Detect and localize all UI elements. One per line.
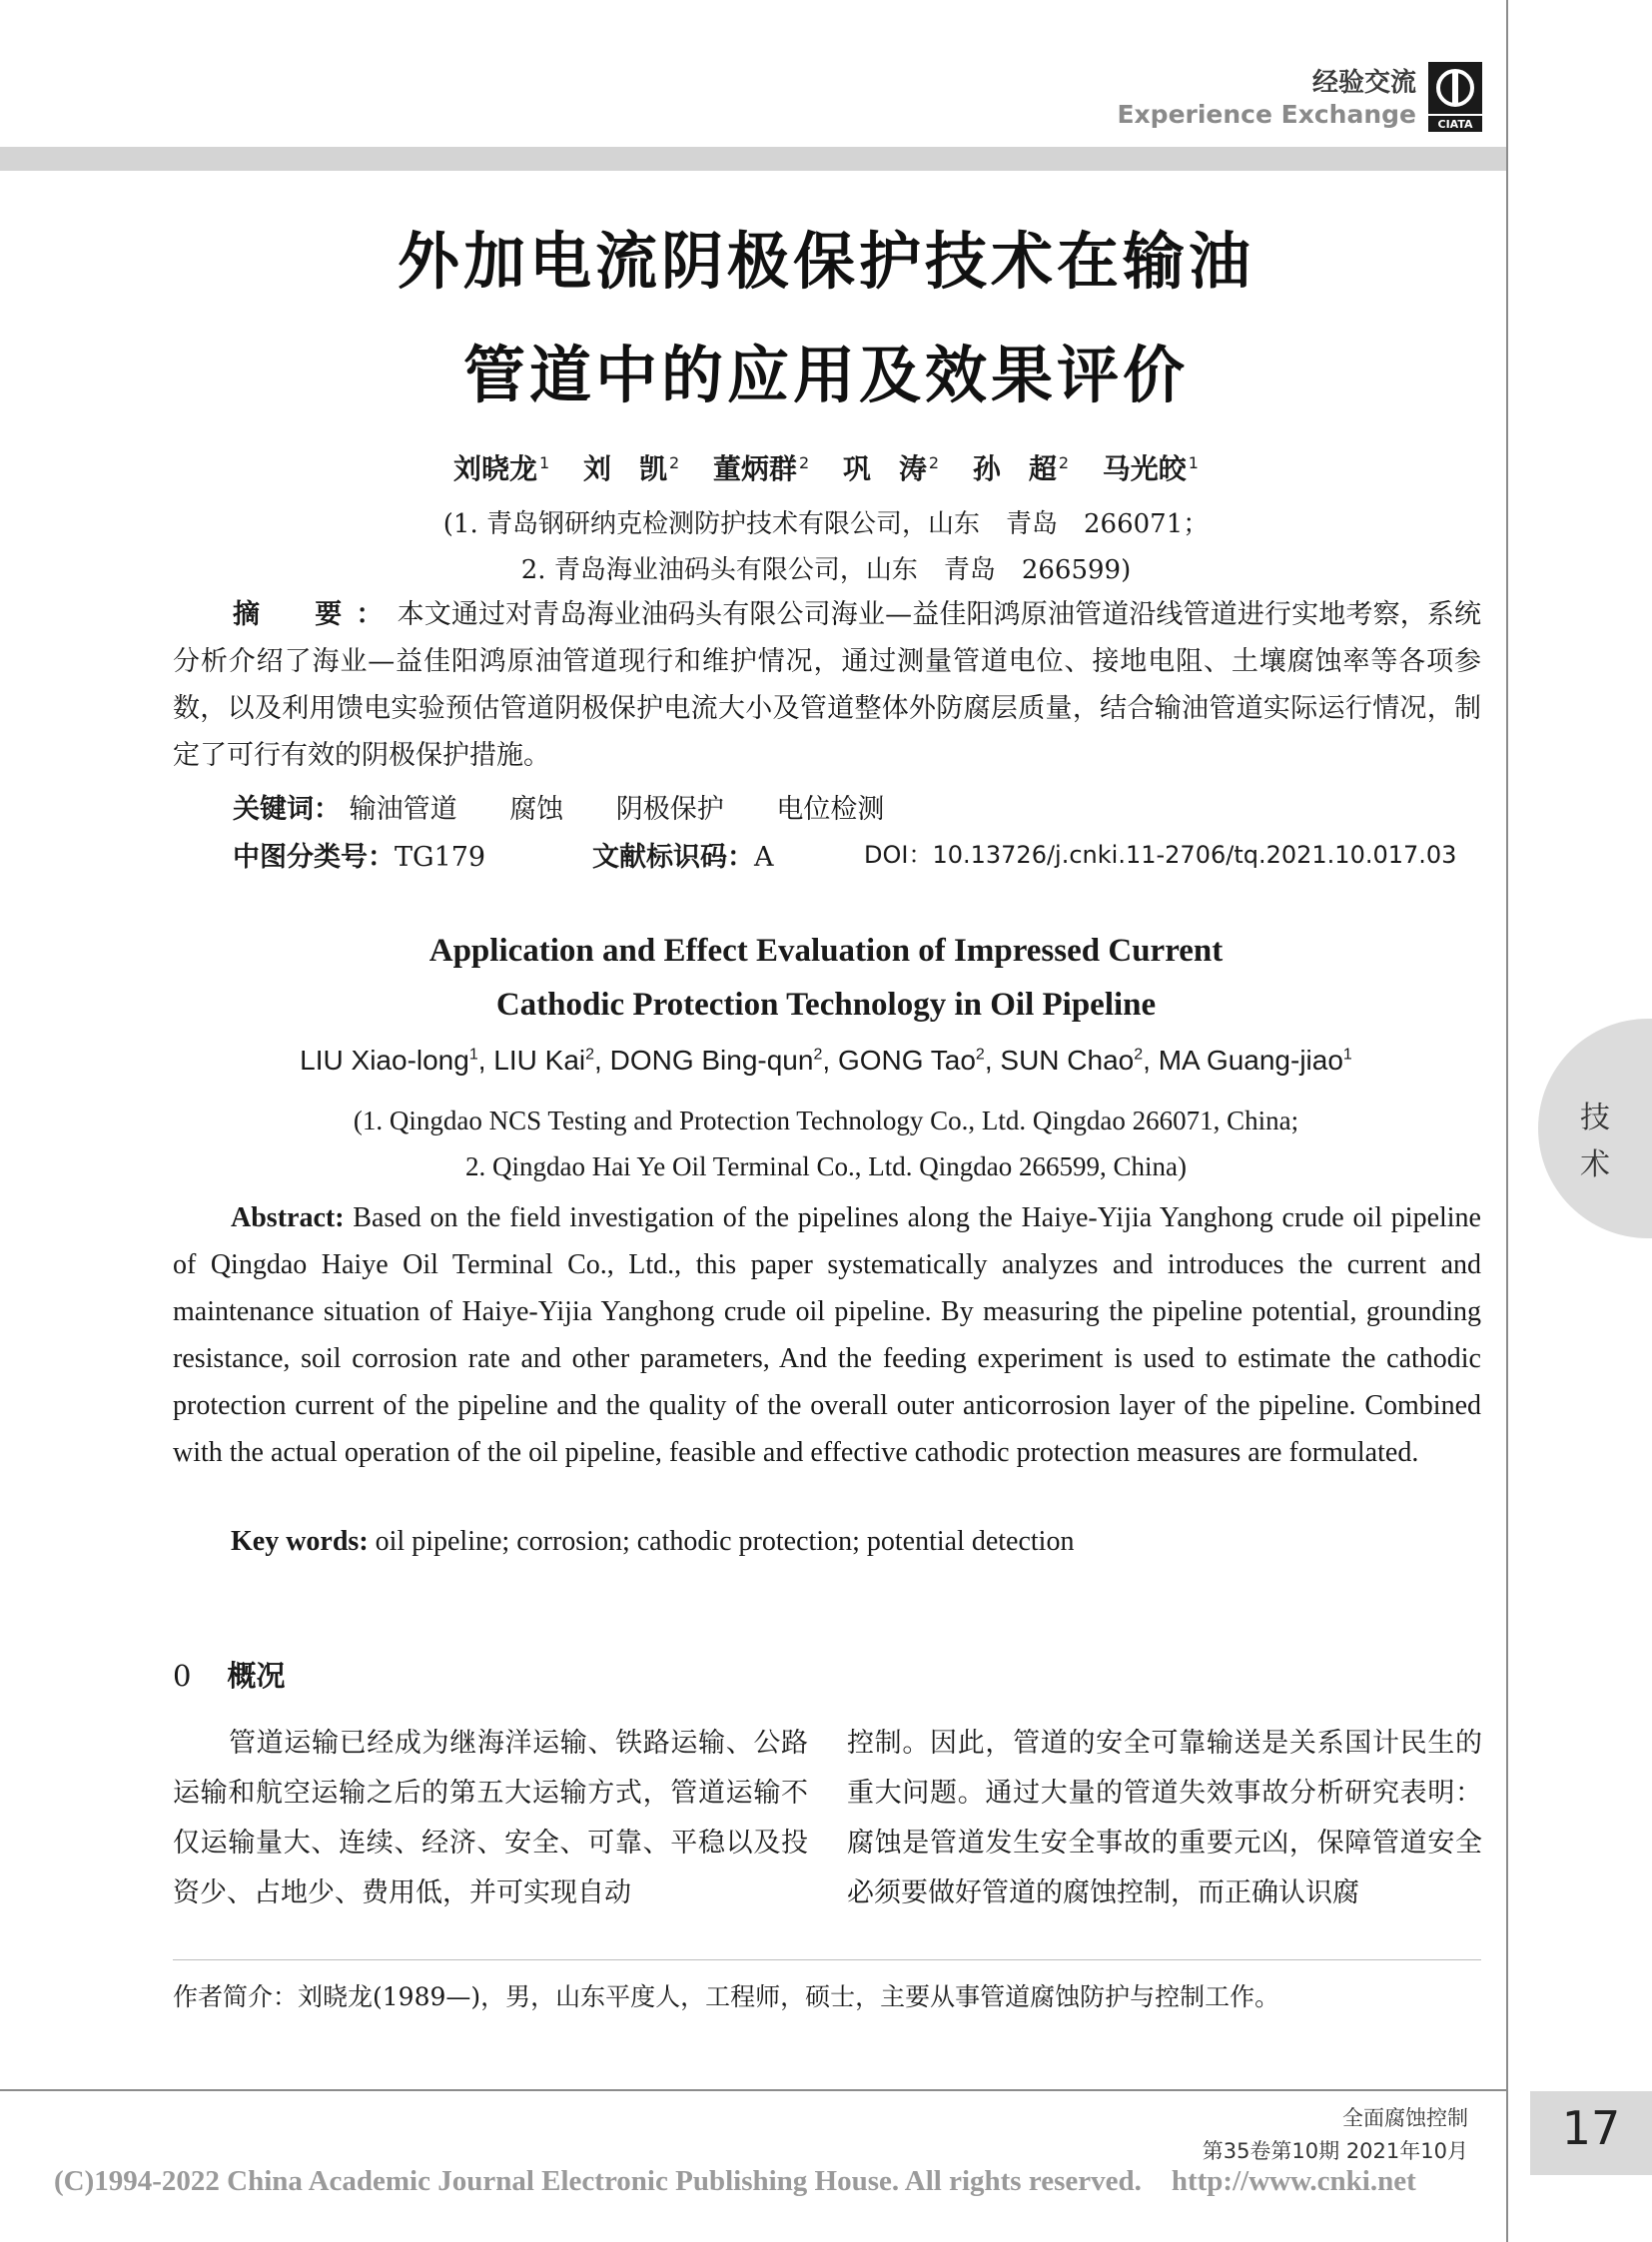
author-cn: 巩 涛 $^2$ xyxy=(842,452,940,485)
keyword-cn: 阴极保护 xyxy=(615,794,724,825)
keywords-cn xyxy=(233,787,928,826)
author-cn: 董炳群 $^2$ xyxy=(712,452,810,485)
keyword-cn: 腐蚀 xyxy=(509,794,564,825)
keywords-en xyxy=(231,1526,1074,1558)
affiliation-cn-1: (1. 青岛钢研纳克检测防护技术有限公司，山东 青岛 266071； xyxy=(442,509,1210,539)
copyright-text: (C)1994-2022 China Academic Journal Electronic Publishing House. All rights reserved. xyxy=(54,2165,1142,2197)
title-cn-line1: 外加电流阴极保护技术在输油 xyxy=(397,225,1254,298)
section-label-cn: 经验交流 xyxy=(1311,68,1416,98)
journal-issue: 第35卷第10期 2021年10月 xyxy=(1202,2139,1468,2163)
page-number: 17 xyxy=(1561,2101,1621,2155)
abstract-en-label: Abstract: xyxy=(231,1202,345,1233)
title-en-line1: Application and Effect Evaluation of Impressed Current xyxy=(428,933,1224,969)
abstract-cn-text: 本文通过对青岛海业油码头有限公司海业—益佳阳鸿原油管道沿线管道进行实地考察，系统分析介绍了海业—益佳阳鸿原油管道现行和维护情况，通过测量管道电位、接地电阻、土壤腐蚀率等各项参数，以及利用馈电实验预估管道阴极保护电流大小及管道整体外防腐层质量，结合输油管道实际运行情况，制定了可行有效的阴极保护措施。 xyxy=(173,599,1482,771)
author-en: DONG Bing-qun$^2$, xyxy=(609,1045,831,1076)
section-tab-char-1: 技 xyxy=(1580,1101,1610,1135)
author-cn: 刘 凯 $^2$ xyxy=(582,452,680,485)
cnki-url[interactable]: http://www.cnki.net xyxy=(1171,2165,1416,2197)
author-footnote: 作者简介：刘晓龙(1989—)，男，山东平度人，工程师，硕士，主要从事管道腐蚀防护与控制工作。 xyxy=(173,1982,1280,2011)
section-heading xyxy=(173,1654,285,1695)
affiliation-en-1: (1. Qingdao NCS Testing and Protection Technology Co., Ltd. Qingdao 266071, China; xyxy=(353,1106,1299,1135)
affiliation-cn-2: 2. 青岛海业油码头有限公司，山东 青岛 266599) xyxy=(520,555,1132,585)
section-number: 0 xyxy=(173,1659,192,1693)
footer-rule xyxy=(0,2089,1506,2091)
abstract-cn xyxy=(173,591,1481,779)
ciata-logo xyxy=(1428,62,1482,132)
clc-number: 中图分类号：TG179 xyxy=(233,842,486,873)
title-cn-line2: 管道中的应用及效果评价 xyxy=(462,339,1189,411)
doi-value: 10.13726/j.cnki.11-2706/tq.2021.10.017.03 xyxy=(932,841,1457,869)
abstract-en xyxy=(173,1194,1481,1476)
author-en: SUN Chao$^2$, xyxy=(1000,1045,1151,1076)
section-title: 概况 xyxy=(227,1659,286,1693)
authors-en xyxy=(0,1045,1652,1077)
body-column-left: 管道运输已经成为继海洋运输、铁路运输、公路运输和航空运输之后的第五大运输方式，管道运输不仅运输量大、连续、经济、安全、可靠、平稳以及投资少、占地少、费用低，并可实现自动 xyxy=(173,1728,808,1908)
keyword-cn: 输油管道 xyxy=(349,794,457,825)
title-en-line2: Cathodic Protection Technology in Oil Pipeline xyxy=(495,987,1157,1023)
footnote-rule xyxy=(173,1959,1481,1960)
header-band xyxy=(0,147,1506,171)
author-en: MA Guang-jiao$^1$ xyxy=(1158,1045,1352,1076)
doi: DOI：10.13726/j.cnki.11-2706/tq.2021.10.017.03 xyxy=(864,841,1457,869)
author-cn: 马光皎 $^1$ xyxy=(1102,452,1199,485)
body-column-right: 控制。因此，管道的安全可靠输送是关系国计民生的重大问题。通过大量的管道失效事故分析研究表明：腐蚀是管道发生安全事故的重要元凶，保障管道安全必须要做好管道的腐蚀控制，而正确认识腐 xyxy=(847,1728,1482,1908)
abstract-cn-label: 摘 要： xyxy=(233,599,398,630)
keywords-en-text: oil pipeline; corrosion; cathodic protection; potential detection xyxy=(375,1526,1075,1557)
authors-cn xyxy=(0,447,1652,487)
affiliation-en-2: 2. Qingdao Hai Ye Oil Terminal Co., Ltd. Qingdao 266599, China) xyxy=(464,1151,1188,1181)
document-code: 文献标识码：A xyxy=(592,842,774,873)
author-cn: 孙 超 $^2$ xyxy=(972,452,1070,485)
keywords-en-label: Key words: xyxy=(231,1526,369,1557)
section-tab-char-2: 术 xyxy=(1580,1147,1610,1182)
keyword-cn: 电位检测 xyxy=(776,794,885,825)
author-cn: 刘晓龙 $^1$ xyxy=(453,452,550,485)
keywords-cn-label: 关键词： xyxy=(233,794,341,825)
logo-text: CIATA xyxy=(1437,118,1473,131)
author-en: LIU Xiao-long$^1$, xyxy=(300,1045,486,1076)
author-en: GONG Tao$^2$, xyxy=(837,1045,993,1076)
copyright-notice xyxy=(54,2165,1416,2198)
author-en: LIU Kai$^2$, xyxy=(493,1045,602,1076)
journal-name: 全面腐蚀控制 xyxy=(1342,2106,1468,2130)
abstract-en-text: Based on the field investigation of the pipelines along the Haiye-Yijia Yanghong crude oil pipeline of Qingdao Haiye Oil Terminal Co., Ltd., this paper systematically analyzes and introduces the current and maintenance situation of Haiye-Yijia Yanghong crude oil pipeline. By measuring the pipeline potential, grounding resistance, soil corrosion rate and other parameters, And the feeding experiment is used to estimate the cathodic protection current of the pipeline and the quality of the overall outer anticorrosion layer of the pipeline. Combined with the actual operation of the oil pipeline, feasible and effective cathodic protection measures are formulated. xyxy=(173,1202,1481,1468)
section-label-en: Experience Exchange xyxy=(1117,100,1416,129)
